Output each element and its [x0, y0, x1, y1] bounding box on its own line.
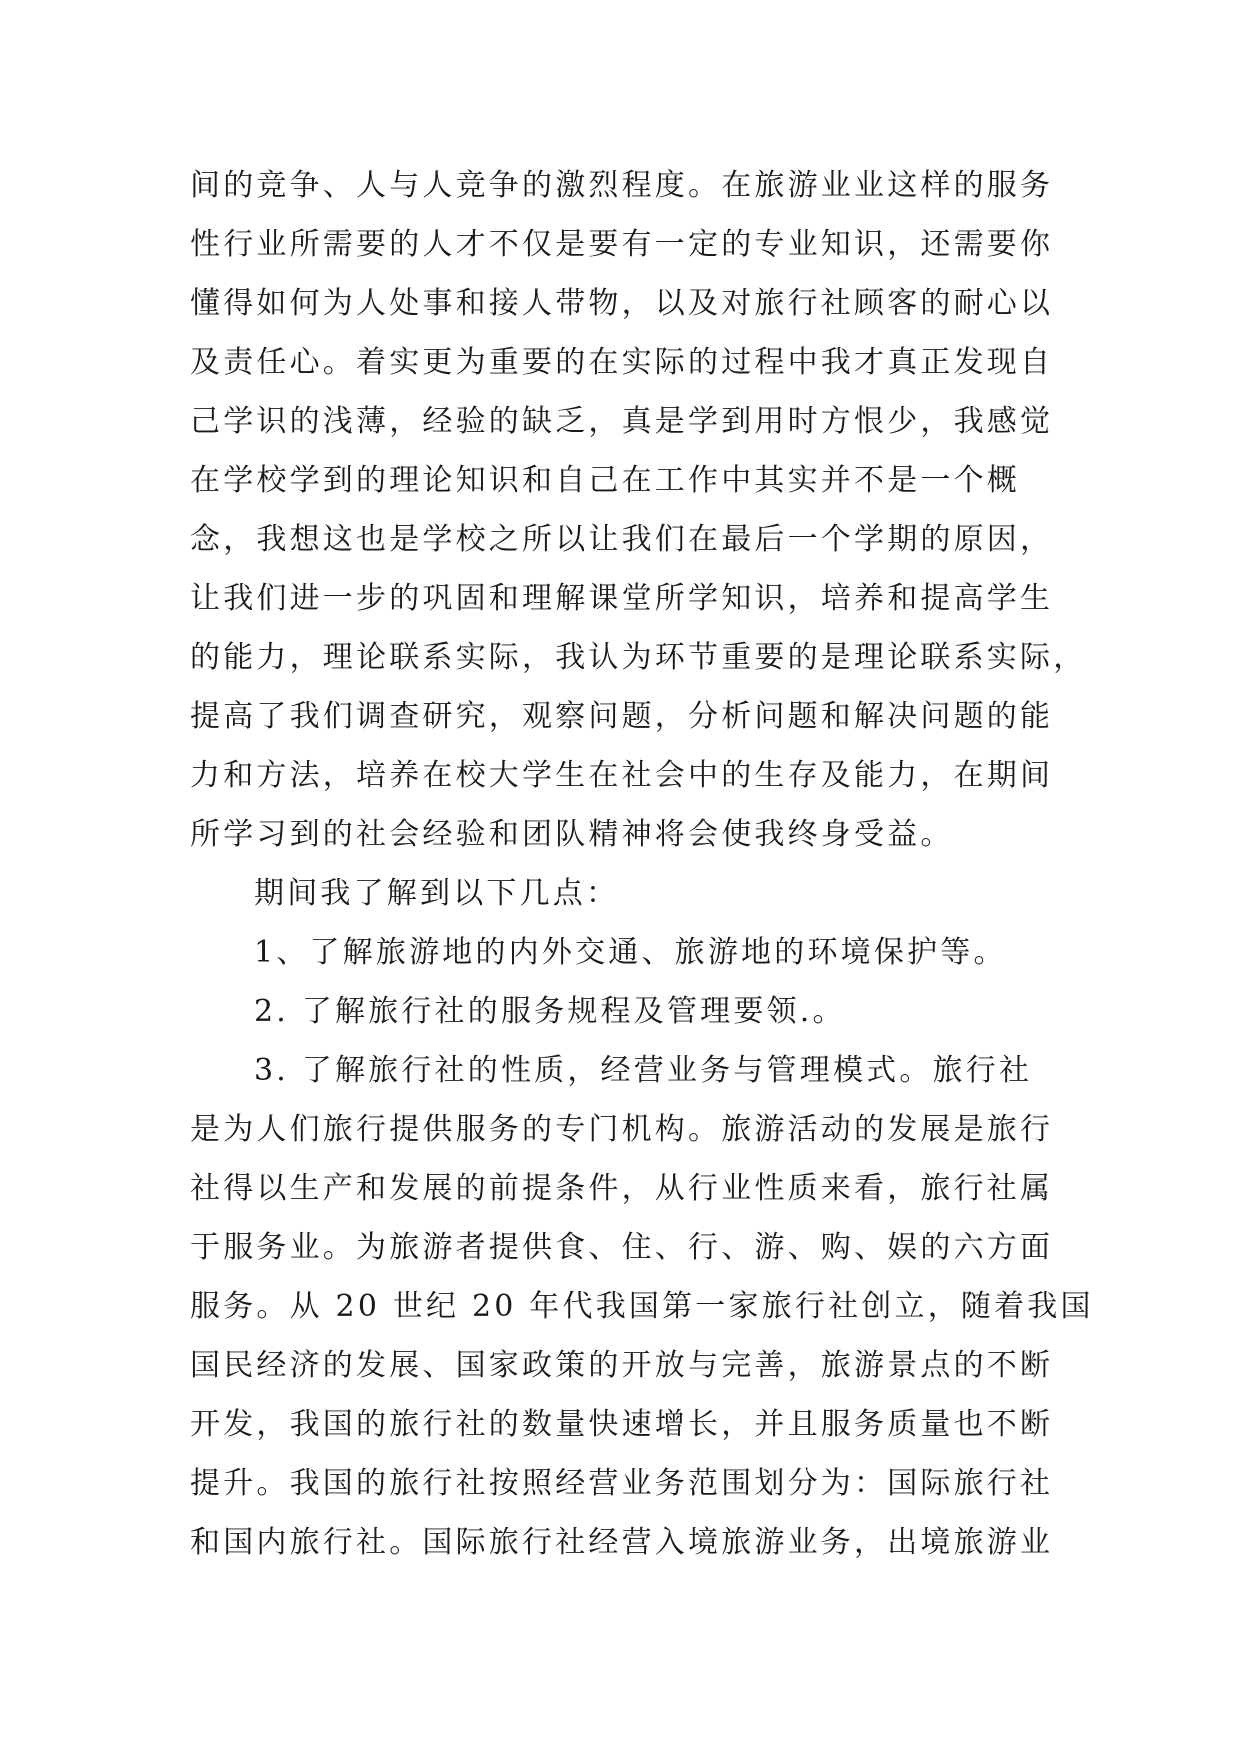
text-line: 和国内旅行社。国际旅行社经营入境旅游业务，出境旅游业 — [190, 1525, 1054, 1560]
text-line: 提高了我们调查研究，观察问题，分析问题和解决问题的能 — [190, 699, 1054, 734]
text-line: 念，我想这也是学校之所以让我们在最后一个学期的原因， — [190, 522, 1054, 557]
text-line: 所学习到的社会经验和团队精神将会使我终身受益。 — [190, 817, 954, 852]
text-line: 的能力，理论联系实际，我认为环节重要的是理论联系实际， — [190, 640, 1087, 675]
list-item-2: 2. 了解旅行社的服务规程及管理要领.。 — [254, 994, 846, 1029]
text-line: 在学校学到的理论知识和自己在工作中其实并不是一个概 — [190, 463, 1020, 498]
text-line: 及责任心。着实更为重要的在实际的过程中我才真正发现自 — [190, 345, 1054, 380]
document-body — [190, 156, 1094, 1572]
paragraph-heading: 期间我了解到以下几点： — [254, 876, 620, 911]
text-line: 性行业所需要的人才不仅是要有一定的专业知识，还需要你 — [190, 227, 1054, 262]
text-line: 间的竞争、人与人竞争的激烈程度。在旅游业业这样的服务 — [190, 168, 1054, 203]
text-line: 是为人们旅行提供服务的专门机构。旅游活动的发展是旅行 — [190, 1112, 1054, 1147]
text-line: 国民经济的发展、国家政策的开放与完善，旅游景点的不断 — [190, 1348, 1054, 1383]
text-line: 己学识的浅薄，经验的缺乏，真是学到用时方恨少，我感觉 — [190, 404, 1054, 439]
list-item-1: 1、了解旅游地的内外交通、旅游地的环境保护等。 — [254, 935, 1007, 970]
text-line: 开发，我国的旅行社的数量快速增长，并且服务质量也不断 — [190, 1407, 1054, 1442]
text-line: 提升。我国的旅行社按照经营业务范围划分为：国际旅行社 — [190, 1466, 1054, 1501]
text-line: 社得以生产和发展的前提条件，从行业性质来看，旅行社属 — [190, 1171, 1054, 1206]
text-line: 让我们进一步的巩固和理解课堂所学知识，培养和提高学生 — [190, 581, 1054, 616]
text-line: 懂得如何为人处事和接人带物，以及对旅行社顾客的耐心以 — [190, 286, 1054, 321]
list-item-3: 3. 了解旅行社的性质，经营业务与管理模式。旅行社 — [254, 1053, 1033, 1088]
text-line: 于服务业。为旅游者提供食、住、行、游、购、娱的六方面 — [190, 1230, 1054, 1265]
text-line: 服务。从 20 世纪 20 年代我国第一家旅行社创立，随着我国 — [190, 1289, 1094, 1324]
text-line: 力和方法，培养在校大学生在社会中的生存及能力，在期间 — [190, 758, 1054, 793]
